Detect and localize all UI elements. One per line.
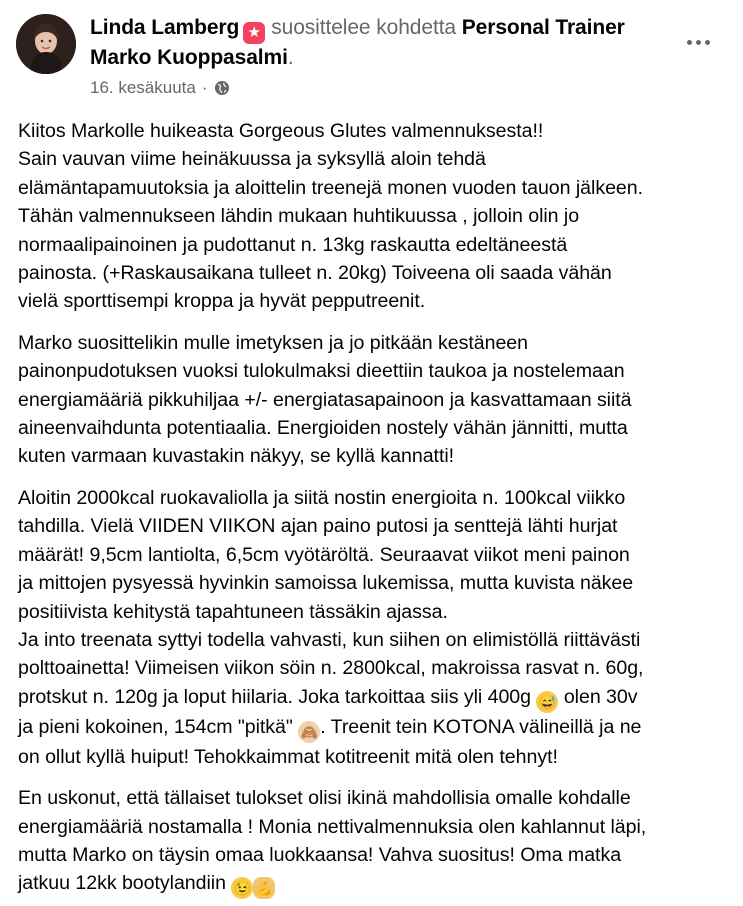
header-period: . (287, 46, 294, 69)
recommendation-badge-icon: ★ (243, 22, 265, 44)
paragraph-3 (18, 484, 734, 771)
flexed-biceps-emoji-icon: 💪 (253, 877, 275, 899)
text-segment: olen 30v (558, 685, 638, 708)
text-line: ja mittojen pysyessä hyvinkin samoissa lukemissa, mutta kuvista näkee (18, 572, 634, 595)
text-segment: jatkuu 12kk bootylandiin (18, 872, 232, 895)
text-line: normaalipainoinen ja pudottanut n. 13kg raskautta edeltäneestä (18, 233, 568, 256)
more-dot (705, 40, 710, 45)
post-date[interactable]: 16. kesäkuuta (90, 78, 196, 97)
text-line: Tähän valmennukseen lähdin mukaan huhtikuussa , jolloin olin jo (18, 205, 580, 228)
see-no-evil-monkey-emoji-icon: 🙈 (298, 721, 320, 743)
paragraph-2 (18, 329, 734, 471)
text-line: positiivista kehitystä tapahtuneen tässäkin ajassa. (18, 600, 448, 623)
text-line: energiamääriä pikkuhiljaa +/- energiatasapainoon ja kasvattamaan siitä (18, 388, 632, 411)
text-line: Marko suosittelikin mulle imetyksen ja jo pitkään kestäneen (18, 331, 528, 354)
author-name[interactable]: Linda Lamberg (90, 16, 240, 39)
text-line: energiamääriä nostamalla ! Monia nettivalmennuksia olen kahlannut läpi, (18, 815, 647, 838)
text-line (18, 683, 734, 713)
text-line: Aloitin 2000kcal ruokavaliolla ja siitä nostin energioita n. 100kcal viikko (18, 486, 626, 509)
text-line: painosta. (+Raskausaikana tulleet n. 20kg) Toiveena oli saada vähän (18, 262, 612, 285)
avatar-photo-icon (16, 14, 76, 74)
text-segment: ja pieni kokoinen, 154cm "pitkä" (18, 715, 299, 738)
post-body (18, 117, 734, 899)
meta-separator: · (201, 78, 208, 97)
text-line: aineenvaihdunta potentiaalia. Energioiden nostely vähän jännitti, mutta (18, 417, 628, 440)
globe-icon (214, 80, 230, 96)
text-line: mutta Marko on täysin omaa luokkaansa! Vahva suositus! Oma matka (18, 843, 622, 866)
text-line: on ollut kyllä huiput! Tehokkaimmat kotitreenit mitä olen tehnyt! (18, 745, 558, 768)
post-header (90, 14, 670, 71)
recommends-text: suosittelee kohdetta (271, 16, 457, 39)
more-dot (696, 40, 701, 45)
recommended-page-line2[interactable]: Marko Kuoppasalmi (90, 46, 288, 69)
text-line (18, 869, 734, 899)
recommended-page-line1[interactable]: Personal Trainer (461, 16, 625, 39)
text-line: polttoainetta! Viimeisen viikon söin n. 2800kcal, makroissa rasvat n. 60g, (18, 657, 644, 680)
author-avatar[interactable] (16, 14, 76, 74)
text-line: vielä sporttisempi kroppa ja hyvät pepputreenit. (18, 290, 426, 313)
text-line: Sain vauvan viime heinäkuussa ja syksyllä aloin tehdä (18, 148, 486, 171)
more-dot (687, 40, 692, 45)
text-line: Ja into treenata syttyi todella vahvasti, kun siihen on elimistöllä riittävästi (18, 628, 641, 651)
text-line: kuten varmaan kuvastakin näkyy, se kyllä kannatti! (18, 445, 455, 468)
post-meta (90, 77, 230, 99)
text-line: Kiitos Markolle huikeasta Gorgeous Glutes valmennuksesta!! (18, 120, 544, 142)
text-line: En uskonut, että tällaiset tulokset olisi ikinä mahdollisia omalle kohdalle (18, 787, 631, 810)
text-line (18, 713, 734, 743)
text-segment: protskut n. 120g ja loput hiilaria. Joka tarkoittaa siis yli 400g (18, 685, 532, 708)
sweat-smile-emoji-icon: 😅 (536, 691, 558, 713)
wink-emoji-icon: 😉 (231, 877, 253, 899)
text-segment: . Treenit tein KOTONA välineillä ja ne (320, 715, 642, 738)
text-line: määrät! 9,5cm lantiolta, 6,5cm vyötäröltä. Seuraavat viikot meni painon (18, 543, 630, 566)
text-line: elämäntapamuutoksia ja aloittelin treenejä monen vuoden tauon jälkeen. (18, 176, 644, 199)
more-options-icon[interactable] (676, 28, 720, 56)
text-line: tahdilla. Vielä VIIDEN VIIKON ajan paino putosi ja senttejä lähti hurjat (18, 515, 618, 538)
paragraph-4 (18, 784, 734, 899)
text-line: painonpudotuksen vuoksi tulokulmaksi dieettiin taukoa ja nostelemaan (18, 360, 625, 383)
paragraph-1 (18, 117, 734, 316)
